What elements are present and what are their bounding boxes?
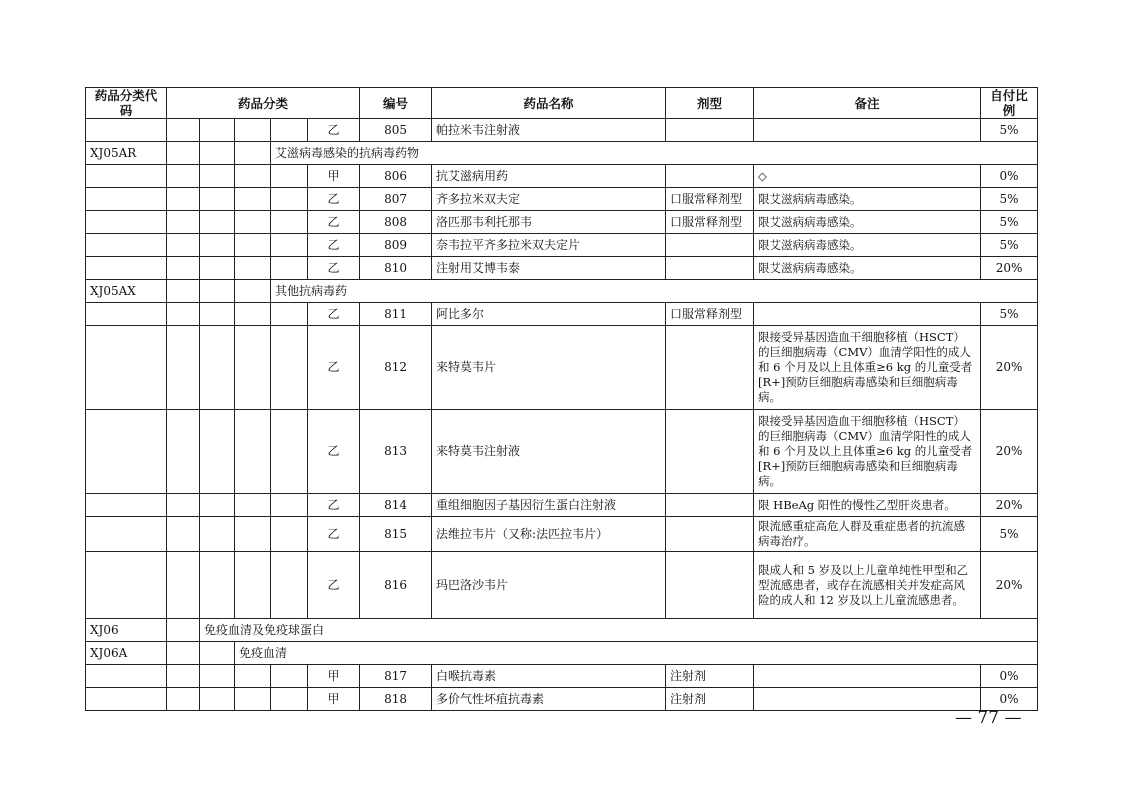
empty-cell [200, 665, 235, 688]
drug-name: 多价气性坏疽抗毒素 [432, 688, 666, 711]
empty-cell [200, 642, 235, 665]
category-code: XJ06A [86, 642, 167, 665]
header-self-pay: 自付比例 [981, 88, 1038, 119]
drug-grade: 乙 [308, 188, 360, 211]
drug-name: 玛巴洛沙韦片 [432, 552, 666, 619]
drug-grade: 乙 [308, 119, 360, 142]
empty-cell [167, 494, 200, 517]
empty-cell [167, 410, 200, 494]
drug-name: 洛匹那韦利托那韦 [432, 211, 666, 234]
empty-cell [200, 280, 235, 303]
empty-cell [86, 188, 167, 211]
empty-cell [200, 188, 235, 211]
empty-cell [167, 619, 200, 642]
drug-grade: 乙 [308, 410, 360, 494]
drug-note: 限艾滋病病毒感染。 [754, 188, 981, 211]
empty-cell [235, 280, 271, 303]
drug-number: 808 [360, 211, 432, 234]
drug-note: 限艾滋病病毒感染。 [754, 234, 981, 257]
drug-note: 限成人和 5 岁及以上儿童单纯性甲型和乙型流感患者，或存在流感相关并发症高风险的成人和 12 岁及以上儿童流感患者。 [754, 552, 981, 619]
drug-dosage-form [666, 410, 754, 494]
category-row [86, 619, 1038, 642]
category-label: 免疫血清 [235, 642, 1038, 665]
empty-cell [167, 119, 200, 142]
header-name: 药品名称 [432, 88, 666, 119]
category-row [86, 642, 1038, 665]
drug-number: 816 [360, 552, 432, 619]
drug-row [86, 188, 1038, 211]
empty-cell [86, 494, 167, 517]
empty-cell [200, 303, 235, 326]
drug-name: 重组细胞因子基因衍生蛋白注射液 [432, 494, 666, 517]
drug-row [86, 552, 1038, 619]
empty-cell [200, 211, 235, 234]
drug-grade: 甲 [308, 665, 360, 688]
drug-dosage-form [666, 257, 754, 280]
drug-number: 807 [360, 188, 432, 211]
header-notes: 备注 [754, 88, 981, 119]
drug-name: 白喉抗毒素 [432, 665, 666, 688]
drug-note [754, 665, 981, 688]
empty-cell [167, 517, 200, 552]
drug-number: 818 [360, 688, 432, 711]
drug-note [754, 119, 981, 142]
empty-cell [86, 303, 167, 326]
drug-row [86, 494, 1038, 517]
empty-cell [271, 552, 308, 619]
empty-cell [86, 552, 167, 619]
drug-name: 阿比多尔 [432, 303, 666, 326]
empty-cell [235, 665, 271, 688]
drug-grade: 乙 [308, 234, 360, 257]
drug-self-pay-ratio: 5% [981, 119, 1038, 142]
empty-cell [235, 257, 271, 280]
empty-cell [167, 303, 200, 326]
drug-row [86, 517, 1038, 552]
page-number: — 77 — [955, 708, 1022, 728]
drug-number: 813 [360, 410, 432, 494]
empty-cell [271, 119, 308, 142]
drug-dosage-form [666, 326, 754, 410]
drug-dosage-form [666, 552, 754, 619]
drug-number: 805 [360, 119, 432, 142]
drug-number: 814 [360, 494, 432, 517]
drug-row [86, 326, 1038, 410]
empty-cell [200, 165, 235, 188]
category-row [86, 142, 1038, 165]
empty-cell [235, 552, 271, 619]
empty-cell [167, 688, 200, 711]
drug-self-pay-ratio: 20% [981, 326, 1038, 410]
drug-self-pay-ratio: 5% [981, 188, 1038, 211]
empty-cell [235, 410, 271, 494]
drug-row [86, 410, 1038, 494]
empty-cell [86, 410, 167, 494]
empty-cell [86, 665, 167, 688]
empty-cell [86, 517, 167, 552]
empty-cell [235, 494, 271, 517]
empty-cell [200, 326, 235, 410]
drug-name: 来特莫韦片 [432, 326, 666, 410]
drug-name: 法维拉韦片（又称:法匹拉韦片） [432, 517, 666, 552]
empty-cell [235, 517, 271, 552]
category-code: XJ06 [86, 619, 167, 642]
drug-number: 811 [360, 303, 432, 326]
drug-number: 806 [360, 165, 432, 188]
empty-cell [167, 642, 200, 665]
drug-note [754, 303, 981, 326]
empty-cell [271, 211, 308, 234]
category-code: XJ05AR [86, 142, 167, 165]
empty-cell [271, 234, 308, 257]
category-label: 免疫血清及免疫球蛋白 [200, 619, 1038, 642]
empty-cell [271, 665, 308, 688]
empty-cell [200, 517, 235, 552]
empty-cell [200, 234, 235, 257]
empty-cell [235, 326, 271, 410]
empty-cell [200, 257, 235, 280]
empty-cell [235, 165, 271, 188]
drug-self-pay-ratio: 5% [981, 517, 1038, 552]
empty-cell [235, 234, 271, 257]
empty-cell [86, 119, 167, 142]
drug-grade: 甲 [308, 165, 360, 188]
empty-cell [271, 410, 308, 494]
drug-dosage-form [666, 165, 754, 188]
drug-dosage-form [666, 494, 754, 517]
drug-dosage-form: 口服常释剂型 [666, 303, 754, 326]
empty-cell [200, 142, 235, 165]
empty-cell [200, 119, 235, 142]
header-category: 药品分类 [167, 88, 360, 119]
empty-cell [86, 326, 167, 410]
drug-self-pay-ratio: 0% [981, 665, 1038, 688]
empty-cell [271, 165, 308, 188]
empty-cell [235, 303, 271, 326]
drug-name: 齐多拉米双夫定 [432, 188, 666, 211]
category-label: 其他抗病毒药 [271, 280, 1038, 303]
drug-name: 帕拉米韦注射液 [432, 119, 666, 142]
drug-number: 809 [360, 234, 432, 257]
drug-row [86, 303, 1038, 326]
header-dosage-form: 剂型 [666, 88, 754, 119]
drug-self-pay-ratio: 5% [981, 234, 1038, 257]
drug-number: 817 [360, 665, 432, 688]
empty-cell [271, 188, 308, 211]
drug-grade: 乙 [308, 494, 360, 517]
drug-self-pay-ratio: 5% [981, 211, 1038, 234]
drug-grade: 乙 [308, 257, 360, 280]
header-number: 编号 [360, 88, 432, 119]
drug-self-pay-ratio: 0% [981, 165, 1038, 188]
empty-cell [271, 688, 308, 711]
drug-row [86, 119, 1038, 142]
empty-cell [167, 142, 200, 165]
drug-note: ◇ [754, 165, 981, 188]
header-code: 药品分类代码 [86, 88, 167, 119]
empty-cell [271, 494, 308, 517]
empty-cell [235, 119, 271, 142]
drug-self-pay-ratio: 20% [981, 494, 1038, 517]
drug-grade: 乙 [308, 517, 360, 552]
empty-cell [271, 326, 308, 410]
empty-cell [167, 326, 200, 410]
category-code: XJ05AX [86, 280, 167, 303]
drug-self-pay-ratio: 5% [981, 303, 1038, 326]
drug-dosage-form [666, 517, 754, 552]
category-row [86, 280, 1038, 303]
empty-cell [86, 234, 167, 257]
empty-cell [86, 257, 167, 280]
drug-grade: 乙 [308, 303, 360, 326]
drug-number: 810 [360, 257, 432, 280]
drug-row [86, 165, 1038, 188]
drug-note: 限接受异基因造血干细胞移植（HSCT）的巨细胞病毒（CMV）血清学阳性的成人和 6 个月及以上且体重≥6 kg 的儿童受者[R+]预防巨细胞病毒感染和巨细胞病毒病。 [754, 326, 981, 410]
drug-grade: 乙 [308, 552, 360, 619]
drug-name: 注射用艾博韦泰 [432, 257, 666, 280]
category-label: 艾滋病毒感染的抗病毒药物 [271, 142, 1038, 165]
empty-cell [271, 303, 308, 326]
drug-name: 奈韦拉平齐多拉米双夫定片 [432, 234, 666, 257]
empty-cell [167, 257, 200, 280]
drug-row [86, 234, 1038, 257]
table-header-row [86, 88, 1038, 119]
drug-note: 限 HBeAg 阳性的慢性乙型肝炎患者。 [754, 494, 981, 517]
drug-dosage-form [666, 234, 754, 257]
drug-note: 限艾滋病病毒感染。 [754, 257, 981, 280]
empty-cell [167, 280, 200, 303]
drug-name: 来特莫韦注射液 [432, 410, 666, 494]
drug-dosage-form: 口服常释剂型 [666, 211, 754, 234]
drug-dosage-form [666, 119, 754, 142]
empty-cell [167, 211, 200, 234]
drug-row [86, 211, 1038, 234]
drug-grade: 乙 [308, 211, 360, 234]
empty-cell [200, 494, 235, 517]
empty-cell [235, 211, 271, 234]
empty-cell [86, 211, 167, 234]
drug-grade: 甲 [308, 688, 360, 711]
drug-row [86, 665, 1038, 688]
drug-self-pay-ratio: 20% [981, 552, 1038, 619]
drug-row [86, 688, 1038, 711]
drug-name: 抗艾滋病用药 [432, 165, 666, 188]
empty-cell [86, 688, 167, 711]
drug-row [86, 257, 1038, 280]
empty-cell [167, 665, 200, 688]
drug-note [754, 688, 981, 711]
empty-cell [235, 142, 271, 165]
drug-note: 限流感重症高危人群及重症患者的抗流感病毒治疗。 [754, 517, 981, 552]
empty-cell [200, 552, 235, 619]
drug-note: 限艾滋病病毒感染。 [754, 211, 981, 234]
drug-number: 812 [360, 326, 432, 410]
empty-cell [200, 688, 235, 711]
empty-cell [235, 688, 271, 711]
drug-self-pay-ratio: 0% [981, 688, 1038, 711]
empty-cell [200, 410, 235, 494]
drug-dosage-form: 口服常释剂型 [666, 188, 754, 211]
empty-cell [271, 517, 308, 552]
drug-dosage-form: 注射剂 [666, 665, 754, 688]
drug-self-pay-ratio: 20% [981, 410, 1038, 494]
drug-note: 限接受异基因造血干细胞移植（HSCT）的巨细胞病毒（CMV）血清学阳性的成人和 6 个月及以上且体重≥6 kg 的儿童受者[R+]预防巨细胞病毒感染和巨细胞病毒病。 [754, 410, 981, 494]
empty-cell [271, 257, 308, 280]
drug-dosage-form: 注射剂 [666, 688, 754, 711]
empty-cell [235, 188, 271, 211]
empty-cell [167, 188, 200, 211]
empty-cell [167, 234, 200, 257]
drug-grade: 乙 [308, 326, 360, 410]
drug-self-pay-ratio: 20% [981, 257, 1038, 280]
drug-catalog-table [85, 87, 1038, 711]
drug-number: 815 [360, 517, 432, 552]
empty-cell [167, 552, 200, 619]
empty-cell [167, 165, 200, 188]
empty-cell [86, 165, 167, 188]
